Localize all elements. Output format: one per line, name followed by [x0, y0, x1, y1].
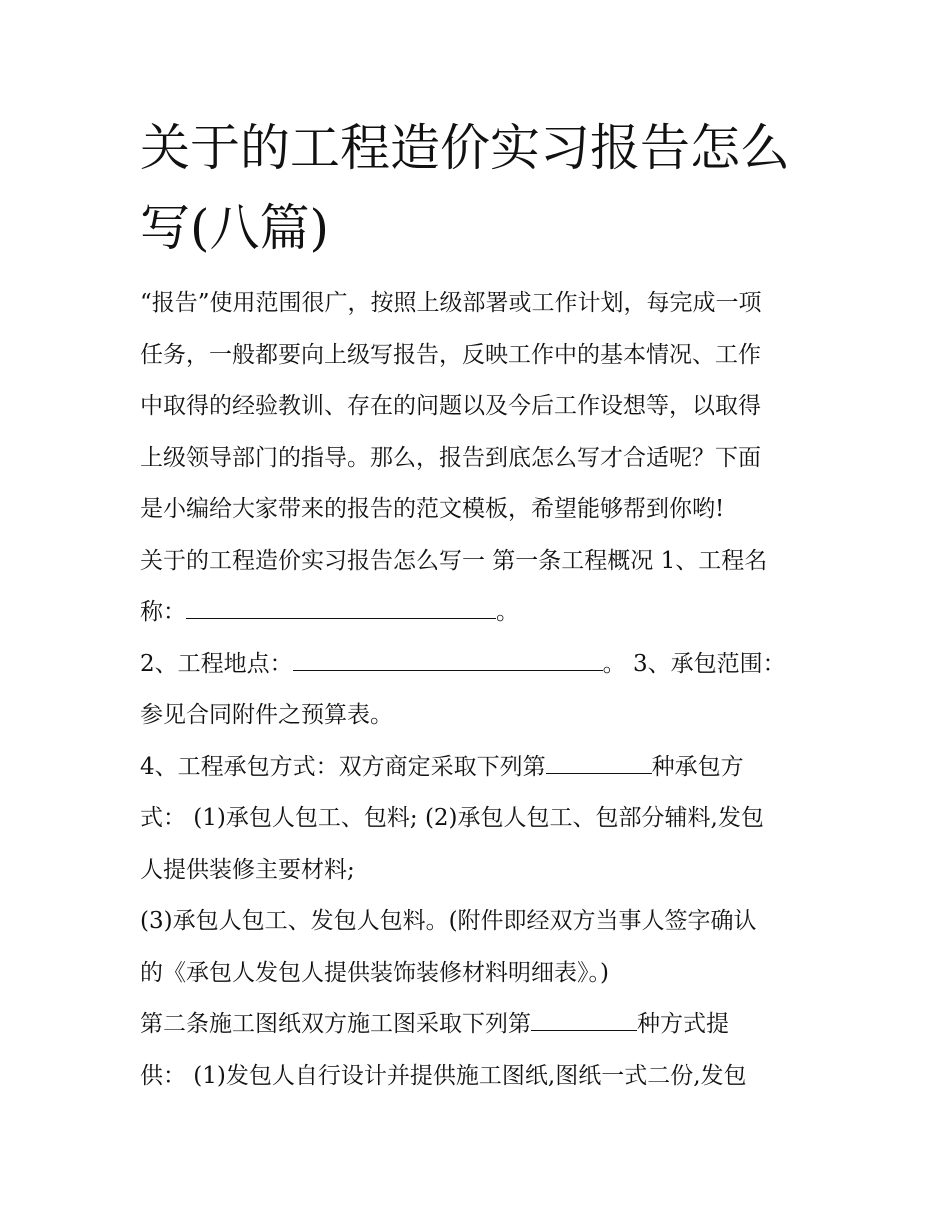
- body-line: 任务，一般都要向上级写报告，反映工作中的基本情况、工作: [140, 341, 761, 368]
- document-title: [140, 108, 840, 268]
- body-line: [140, 999, 820, 1051]
- project-location-label: 2、工程地点：: [140, 650, 293, 677]
- title-line-2: 写(八篇): [140, 199, 330, 257]
- period: 。: [496, 599, 519, 625]
- body-line: “报告”使用范围很广，按照上级部署或工作计划，每完成一项: [140, 290, 762, 316]
- body-line: [140, 587, 820, 639]
- drawings-method-blank: [531, 1008, 637, 1031]
- body-line: 中取得的经验教训、存在的问题以及今后工作设想等，以取得: [140, 393, 761, 419]
- contract-method-label: 4、工程承包方式：双方商定采取下列第: [140, 753, 546, 780]
- body-line: (3)承包人包工、发包人包料。(附件即经双方当事人签字确认: [140, 908, 757, 934]
- title-line-1: 关于的工程造价实习报告怎么: [140, 119, 790, 177]
- body-line: [140, 742, 820, 794]
- body-line: 参见合同附件之预算表。: [140, 702, 393, 728]
- scope-label: 。 3、承包范围：: [602, 650, 786, 677]
- project-name-blank: [186, 596, 496, 619]
- body-line: 上级领导部门的指导。那么，报告到底怎么写才合适呢？下面: [140, 444, 761, 471]
- body-line: 人提供装修主要材料;: [140, 856, 355, 883]
- body-line: 的《承包人发包人提供装饰装修材料明细表》。): [140, 959, 609, 986]
- drawings-suffix: 种方式提: [637, 1011, 729, 1037]
- body-line: 是小编给大家带来的报告的范文模板，希望能够帮到你哟!: [140, 496, 725, 522]
- drawings-label: 第二条施工图纸双方施工图采取下列第: [140, 1011, 531, 1037]
- document-body: [140, 278, 820, 1102]
- project-location-blank: [293, 648, 603, 671]
- body-line: 供： (1)发包人自行设计并提供施工图纸,图纸一式二份,发包: [140, 1062, 747, 1089]
- body-line: 关于的工程造价实习报告怎么写一 第一条工程概况 1、工程名: [140, 547, 768, 574]
- body-line: 式： (1)承包人包工、包料; (2)承包人包工、包部分辅料,发包: [140, 805, 764, 831]
- project-name-label: 称：: [140, 599, 186, 625]
- contract-method-suffix: 种承包方: [651, 753, 744, 780]
- contract-method-blank: [546, 751, 652, 774]
- body-line: [140, 639, 820, 691]
